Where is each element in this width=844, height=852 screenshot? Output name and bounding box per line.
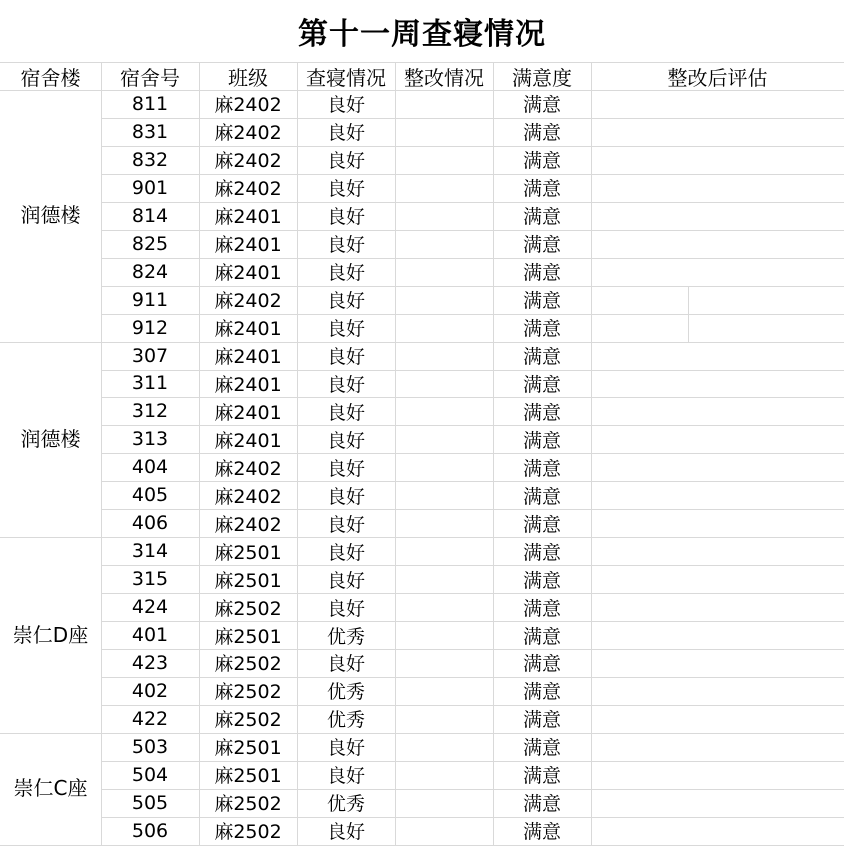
gridline-vertical	[297, 62, 298, 845]
cell-inspection-status[interactable]: 优秀	[326, 625, 365, 648]
cell-satisfaction[interactable]: 满意	[522, 765, 561, 788]
building-name-char: 楼	[60, 426, 81, 451]
gridline-vertical	[493, 62, 494, 845]
gridline-horizontal	[101, 230, 844, 231]
cell-inspection-status[interactable]: 良好	[326, 373, 365, 396]
cell-class[interactable]: 麻2401	[214, 318, 282, 341]
cell-inspection-status[interactable]: 良好	[326, 653, 365, 676]
cell-inspection-status[interactable]: 良好	[326, 569, 365, 592]
cell-post-rectification-eval[interactable]	[591, 789, 844, 817]
cell-post-rectification-eval[interactable]	[591, 258, 844, 286]
cell-satisfaction[interactable]: 满意	[522, 821, 561, 844]
gridline-horizontal	[101, 314, 844, 315]
gridline-horizontal	[0, 845, 844, 846]
cell-post-rectification-eval[interactable]	[591, 565, 844, 593]
header-satisfaction[interactable]: 满意度	[512, 65, 572, 90]
cell-room-number[interactable]: 811	[131, 92, 169, 115]
cell-satisfaction[interactable]: 满意	[522, 234, 561, 257]
cell-inspection-status[interactable]: 良好	[326, 597, 365, 620]
cell-room-number[interactable]: 307	[131, 344, 169, 367]
cell-room-number[interactable]: 404	[131, 456, 169, 479]
gridline-vertical	[395, 62, 396, 845]
cell-class[interactable]: 麻2402	[214, 513, 282, 536]
cell-inspection-status[interactable]: 良好	[326, 94, 365, 117]
gridline-horizontal	[101, 202, 844, 203]
cell-room-number[interactable]: 825	[131, 232, 169, 255]
cell-post-rectification-eval[interactable]	[591, 817, 844, 845]
cell-rectification[interactable]	[395, 314, 493, 342]
cell-post-rectification-eval[interactable]	[591, 621, 844, 649]
cell-inspection-status[interactable]: 良好	[326, 150, 365, 173]
cell-room-number[interactable]: 505	[131, 791, 169, 814]
cell-room-number[interactable]: 314	[131, 540, 169, 563]
cell-room-number[interactable]: 423	[131, 651, 169, 674]
cell-class[interactable]: 麻2401	[214, 429, 282, 452]
cell-inspection-status[interactable]: 良好	[326, 318, 365, 341]
cell-satisfaction[interactable]: 满意	[522, 709, 561, 732]
building-name-char: 座	[68, 622, 89, 647]
cell-class[interactable]: 麻2402	[214, 290, 282, 313]
gridline-horizontal	[101, 370, 844, 371]
cell-room-number[interactable]: 504	[131, 763, 169, 786]
cell-rectification[interactable]	[395, 761, 493, 789]
building-name-char: 德	[40, 203, 61, 228]
cell-inspection-status[interactable]: 优秀	[326, 681, 365, 704]
cell-inspection-status[interactable]: 优秀	[326, 709, 365, 732]
cell-satisfaction[interactable]: 满意	[522, 625, 561, 648]
cell-rectification[interactable]	[395, 649, 493, 677]
cell-room-number[interactable]: 402	[131, 679, 169, 702]
cell-room-number[interactable]: 405	[131, 484, 169, 507]
cell-satisfaction[interactable]: 满意	[522, 681, 561, 704]
building-name-char: 德	[40, 426, 61, 451]
building-name-cell[interactable]	[0, 733, 101, 845]
cell-post-rectification-eval[interactable]	[591, 118, 844, 146]
cell-room-number[interactable]: 901	[131, 176, 169, 199]
cell-post-rectification-eval[interactable]	[591, 509, 844, 537]
cell-inspection-status[interactable]: 良好	[326, 513, 365, 536]
cell-satisfaction[interactable]: 满意	[522, 401, 561, 424]
cell-inspection-status[interactable]: 良好	[326, 234, 365, 257]
header-building[interactable]: 宿舍楼	[20, 65, 81, 90]
cell-class[interactable]: 麻2501	[214, 737, 282, 760]
cell-inspection-status[interactable]: 良好	[326, 178, 365, 201]
cell-post-rectification-eval[interactable]	[591, 370, 844, 398]
cell-satisfaction[interactable]: 满意	[522, 150, 561, 173]
cell-post-rectification-eval[interactable]	[591, 649, 844, 677]
cell-post-rectification-eval[interactable]	[591, 342, 844, 370]
cell-rectification[interactable]	[395, 146, 493, 174]
cell-inspection-status[interactable]: 良好	[326, 346, 365, 369]
cell-satisfaction[interactable]: 满意	[522, 122, 561, 145]
cell-class[interactable]: 麻2501	[214, 569, 282, 592]
cell-satisfaction[interactable]: 满意	[522, 793, 561, 816]
cell-class[interactable]: 麻2502	[214, 709, 282, 732]
cell-rectification[interactable]	[395, 789, 493, 817]
cell-rectification[interactable]	[395, 565, 493, 593]
gridline-horizontal	[101, 509, 844, 510]
cell-inspection-status[interactable]: 良好	[326, 457, 365, 480]
cell-room-number[interactable]: 406	[131, 512, 169, 535]
gridline-horizontal	[101, 453, 844, 454]
cell-post-rectification-eval[interactable]	[591, 425, 844, 453]
building-name-char: 楼	[60, 203, 81, 228]
cell-room-number[interactable]: 424	[131, 596, 169, 619]
cell-rectification[interactable]	[395, 202, 493, 230]
cell-rectification[interactable]	[395, 397, 493, 425]
header-class[interactable]: 班级	[228, 65, 268, 90]
building-name-cell[interactable]	[0, 90, 101, 342]
cell-inspection-status[interactable]: 良好	[326, 290, 365, 313]
cell-rectification[interactable]	[395, 453, 493, 481]
cell-satisfaction[interactable]: 满意	[522, 290, 561, 313]
cell-satisfaction[interactable]: 满意	[522, 318, 561, 341]
cell-class[interactable]: 麻2502	[214, 821, 282, 844]
cell-rectification[interactable]	[395, 258, 493, 286]
header-rectification[interactable]: 整改情况	[404, 65, 484, 90]
gridline-horizontal	[101, 593, 844, 594]
cell-inspection-status[interactable]: 良好	[326, 429, 365, 452]
cell-class[interactable]: 麻2502	[214, 653, 282, 676]
cell-rectification[interactable]	[395, 174, 493, 202]
cell-class[interactable]: 麻2402	[214, 457, 282, 480]
cell-class[interactable]: 麻2501	[214, 625, 282, 648]
cell-class[interactable]: 麻2501	[214, 541, 282, 564]
building-name-char: D	[52, 622, 69, 647]
cell-inspection-status[interactable]: 良好	[326, 737, 365, 760]
gridline-horizontal	[101, 705, 844, 706]
cell-satisfaction[interactable]: 满意	[522, 346, 561, 369]
header-inspection-status[interactable]: 查寝情况	[306, 65, 386, 90]
cell-satisfaction[interactable]: 满意	[522, 262, 561, 285]
cell-post-rectification-eval[interactable]	[591, 733, 844, 761]
gridline-horizontal	[101, 621, 844, 622]
gridline-vertical	[101, 62, 102, 845]
cell-rectification[interactable]	[395, 705, 493, 733]
cell-rectification[interactable]	[395, 481, 493, 509]
cell-rectification[interactable]	[395, 425, 493, 453]
cell-satisfaction[interactable]: 满意	[522, 653, 561, 676]
cell-room-number[interactable]: 401	[131, 624, 169, 647]
cell-room-number[interactable]: 506	[131, 819, 169, 842]
gridline-vertical	[591, 62, 592, 845]
cell-satisfaction[interactable]: 满意	[522, 541, 561, 564]
gridline-horizontal	[101, 258, 844, 259]
gridline-vertical	[199, 62, 200, 845]
header-post-rectification-eval[interactable]: 整改后评估	[667, 65, 768, 90]
building-name-cell[interactable]	[0, 537, 101, 733]
cell-inspection-status[interactable]: 良好	[326, 485, 365, 508]
cell-class[interactable]: 麻2402	[214, 122, 282, 145]
cell-satisfaction[interactable]: 满意	[522, 373, 561, 396]
gridline-horizontal	[101, 761, 844, 762]
cell-post-rectification-eval[interactable]	[591, 397, 844, 425]
cell-post-rectification-eval[interactable]	[591, 453, 844, 481]
cell-post-rectification-eval[interactable]	[591, 481, 844, 509]
cell-rectification[interactable]	[395, 677, 493, 705]
gridline-horizontal	[101, 649, 844, 650]
cell-satisfaction[interactable]: 满意	[522, 429, 561, 452]
building-name-cell[interactable]	[0, 342, 101, 538]
cell-class[interactable]: 麻2502	[214, 793, 282, 816]
cell-inspection-status[interactable]: 良好	[326, 122, 365, 145]
gridline-horizontal	[101, 397, 844, 398]
building-name-char: 润	[20, 426, 41, 451]
cell-class[interactable]: 麻2401	[214, 401, 282, 424]
cell-room-number[interactable]: 912	[131, 316, 169, 339]
gridline-horizontal	[0, 537, 844, 538]
cell-satisfaction[interactable]: 满意	[522, 457, 561, 480]
gridline-vertical	[688, 286, 689, 342]
cell-room-number[interactable]: 831	[131, 120, 169, 143]
cell-room-number[interactable]: 312	[131, 400, 169, 423]
cell-room-number[interactable]: 315	[131, 568, 169, 591]
cell-inspection-status[interactable]: 优秀	[326, 793, 365, 816]
gridline-horizontal	[0, 733, 844, 734]
cell-post-rectification-eval[interactable]	[591, 677, 844, 705]
cell-class[interactable]: 麻2402	[214, 94, 282, 117]
gridline-horizontal	[101, 118, 844, 119]
cell-class[interactable]: 麻2501	[214, 765, 282, 788]
cell-satisfaction[interactable]: 满意	[522, 597, 561, 620]
gridline-horizontal	[101, 481, 844, 482]
cell-rectification[interactable]	[395, 537, 493, 565]
cell-room-number[interactable]: 824	[131, 260, 169, 283]
cell-post-rectification-eval[interactable]	[591, 537, 844, 565]
cell-class[interactable]: 麻2502	[214, 597, 282, 620]
cell-class[interactable]: 麻2401	[214, 262, 282, 285]
cell-inspection-status[interactable]: 良好	[326, 401, 365, 424]
cell-room-number[interactable]: 313	[131, 428, 169, 451]
cell-rectification[interactable]	[395, 593, 493, 621]
cell-room-number[interactable]: 832	[131, 148, 169, 171]
cell-satisfaction[interactable]: 满意	[522, 569, 561, 592]
cell-room-number[interactable]: 311	[131, 372, 169, 395]
cell-class[interactable]: 麻2402	[214, 485, 282, 508]
cell-class[interactable]: 麻2401	[214, 373, 282, 396]
cell-satisfaction[interactable]: 满意	[522, 206, 561, 229]
cell-post-rectification-eval[interactable]	[591, 146, 844, 174]
gridline-horizontal	[101, 174, 844, 175]
cell-inspection-status[interactable]: 良好	[326, 821, 365, 844]
cell-inspection-status[interactable]: 良好	[326, 765, 365, 788]
building-name-char: C	[53, 776, 68, 801]
cell-rectification[interactable]	[395, 342, 493, 370]
cell-inspection-status[interactable]: 良好	[326, 541, 365, 564]
cell-class[interactable]: 麻2401	[214, 206, 282, 229]
cell-satisfaction[interactable]: 满意	[522, 737, 561, 760]
building-name-char: 座	[67, 776, 88, 801]
gridline-horizontal	[101, 286, 844, 287]
cell-room-number[interactable]: 503	[131, 735, 169, 758]
cell-rectification[interactable]	[395, 509, 493, 537]
building-name-char: 崇	[12, 622, 33, 647]
cell-room-number[interactable]: 422	[131, 707, 169, 730]
cell-satisfaction[interactable]: 满意	[522, 513, 561, 536]
cell-rectification[interactable]	[395, 370, 493, 398]
cell-class[interactable]: 麻2502	[214, 681, 282, 704]
cell-class[interactable]: 麻2402	[214, 178, 282, 201]
cell-satisfaction[interactable]: 满意	[522, 485, 561, 508]
cell-rectification[interactable]	[395, 90, 493, 118]
sheet-title: 第十一周查寝情况	[298, 17, 546, 52]
gridline-horizontal	[101, 425, 844, 426]
header-room-number[interactable]: 宿舍号	[120, 65, 180, 90]
building-name-char: 崇	[13, 776, 34, 801]
cell-satisfaction[interactable]: 满意	[522, 94, 561, 117]
gridline-horizontal	[101, 565, 844, 566]
gridline-horizontal	[0, 90, 844, 91]
cell-rectification[interactable]	[395, 817, 493, 845]
cell-satisfaction[interactable]: 满意	[522, 178, 561, 201]
cell-post-rectification-eval[interactable]	[591, 286, 844, 314]
cell-room-number[interactable]: 814	[131, 204, 169, 227]
gridline-horizontal	[0, 342, 844, 343]
cell-class[interactable]: 麻2401	[214, 234, 282, 257]
building-name-char: 润	[20, 203, 41, 228]
cell-post-rectification-eval[interactable]	[591, 761, 844, 789]
building-name-char: 仁	[33, 776, 54, 801]
cell-class[interactable]: 麻2402	[214, 150, 282, 173]
cell-post-rectification-eval[interactable]	[591, 593, 844, 621]
gridline-horizontal	[101, 789, 844, 790]
cell-class[interactable]: 麻2401	[214, 346, 282, 369]
cell-post-rectification-eval[interactable]	[591, 90, 844, 118]
gridline-horizontal	[101, 146, 844, 147]
building-name-char: 仁	[32, 622, 53, 647]
cell-rectification[interactable]	[395, 733, 493, 761]
cell-rectification[interactable]	[395, 230, 493, 258]
cell-inspection-status[interactable]: 良好	[326, 206, 365, 229]
cell-inspection-status[interactable]: 良好	[326, 262, 365, 285]
cell-room-number[interactable]: 911	[131, 288, 169, 311]
cell-post-rectification-eval[interactable]	[591, 230, 844, 258]
cell-post-rectification-eval[interactable]	[591, 202, 844, 230]
cell-post-rectification-eval[interactable]	[591, 705, 844, 733]
cell-post-rectification-eval[interactable]	[591, 314, 844, 342]
gridline-horizontal	[0, 62, 844, 63]
cell-rectification[interactable]	[395, 118, 493, 146]
gridline-horizontal	[101, 677, 844, 678]
cell-post-rectification-eval[interactable]	[591, 174, 844, 202]
cell-rectification[interactable]	[395, 621, 493, 649]
gridline-horizontal	[101, 817, 844, 818]
cell-rectification[interactable]	[395, 286, 493, 314]
